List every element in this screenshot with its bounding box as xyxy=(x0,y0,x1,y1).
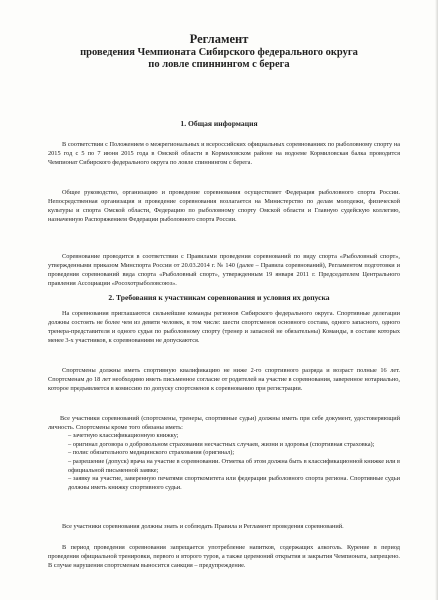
document-subtitle-line1: проведения Чемпионата Сибирского федерального округа xyxy=(80,47,358,58)
section-1-paragraph-3: Соревнование проводится в соответствии с Правилами проведения соревнований по виду спорта «Рыболовный спорт», утвержденными приказом Минспорта России от 20.03.2014 г. № 140 (далее – Правила соревнований), Регламентом подготовки и проведения соревнований вида спорта «Рыболовный спорт», утвержденным 19 января 2011 г. Председателем Центрального правления Ассоциации «Росохотрыболовсоюз». xyxy=(48,253,400,288)
documents-list-item: – разрешение (допуск) врача на участие в соревновании. Отметка об этом должна быть в классификационной книжке или в официальной письменной заявке; xyxy=(68,457,401,474)
documents-list-item: – оригинал договора о добровольном страховании несчастных случаев, жизни и здоровья (спортивная страховка); xyxy=(68,440,375,448)
section-1-paragraph-1: В соответствии с Положением о межрегиональных и всероссийских официальных соревнованиях по рыболовному спорту на 2015 год с 5 по 7 июня 2015 года в Омской области в Кормиловском районе на водоеме Кормиловская балка проводится Чемпионат Сибирского федерального округа по ловле спиннингом с берега. xyxy=(48,141,400,167)
documents-list-item: – заявку на участие, заверенную печатями спорткомитета или федерации рыболовного спорта региона. Спортивные судьи должны иметь книжку спортивного судьи. xyxy=(68,475,400,491)
documents-list-intro: Все участники соревнований (спортсмены, тренеры, спортивные судьи) должны иметь при себе документ, удостоверяющий личность. Спортсмены кроме того обязаны иметь: xyxy=(48,415,400,431)
document-subtitle-line2: по ловле спиннингом с берега xyxy=(148,59,290,70)
section-2-heading: 2. Требования к участникам соревнования и условия их допуска xyxy=(108,293,330,302)
document-title: Регламент xyxy=(189,32,249,46)
documents-list-item: – зачетную классификационную книжку; xyxy=(68,432,179,440)
section-1-heading: 1. Общая информация xyxy=(180,119,258,128)
section-1-paragraph-2: Общее руководство, организацию и проведение соревнования осуществляет Федерация рыболовного спорта России. Непосредственная организация и проведение соревнования возлагается на Министерство по делам молодежи, физической культуры и спорта Омской области, Федерацию по рыболовному спорту Омской области и Главную судейскую коллегию, назначенную Распоряжением Федерации рыболовного спорта России. xyxy=(48,189,400,224)
section-2-paragraph-2: Спортсмены должны иметь спортивную квалификацию не ниже 2-го спортивного разряда и возраст полные 16 лет. Спортсменам до 18 лет необходимо иметь письменное согласие от родителей на участие в соревнования, заверенное нотариально, которое предъявляется в комиссию по допуску спортсменов к соревнованию при регистрации. xyxy=(48,367,400,393)
section-2-paragraph-4: Все участники соревнования должны знать и соблюдать Правила и Регламент проведения соревнований. xyxy=(62,523,344,530)
section-2-paragraph-1: На соревнования приглашаются сильнейшие команды регионов Сибирского федерального округа. Спортивные делегации должны состоять не более чем из девяти человек, в том числе: шести спортсменов основного состава, одного запасного, одного тренера-представителя и одного судьи по рыболовному спорту (тренер и запасной не обязательны) Команды, в составе которых менее 3-х участников, к соревнованиям не допускаются. xyxy=(48,310,400,345)
section-2-documents-list xyxy=(48,415,400,492)
section-2-paragraph-5: В период проведения соревнования запрещается употребление напитков, содержащих алкоголь. Курение в период проведения официальной тренировки, первого и второго туров, а также церемоний открытия и закрытия Чемпионата, запрещено. В случае нарушения спортсменам выносится санкция – предупреждение. xyxy=(48,544,400,570)
documents-list-item: – полис обязательного медицинского страхования (оригинал); xyxy=(68,449,235,457)
